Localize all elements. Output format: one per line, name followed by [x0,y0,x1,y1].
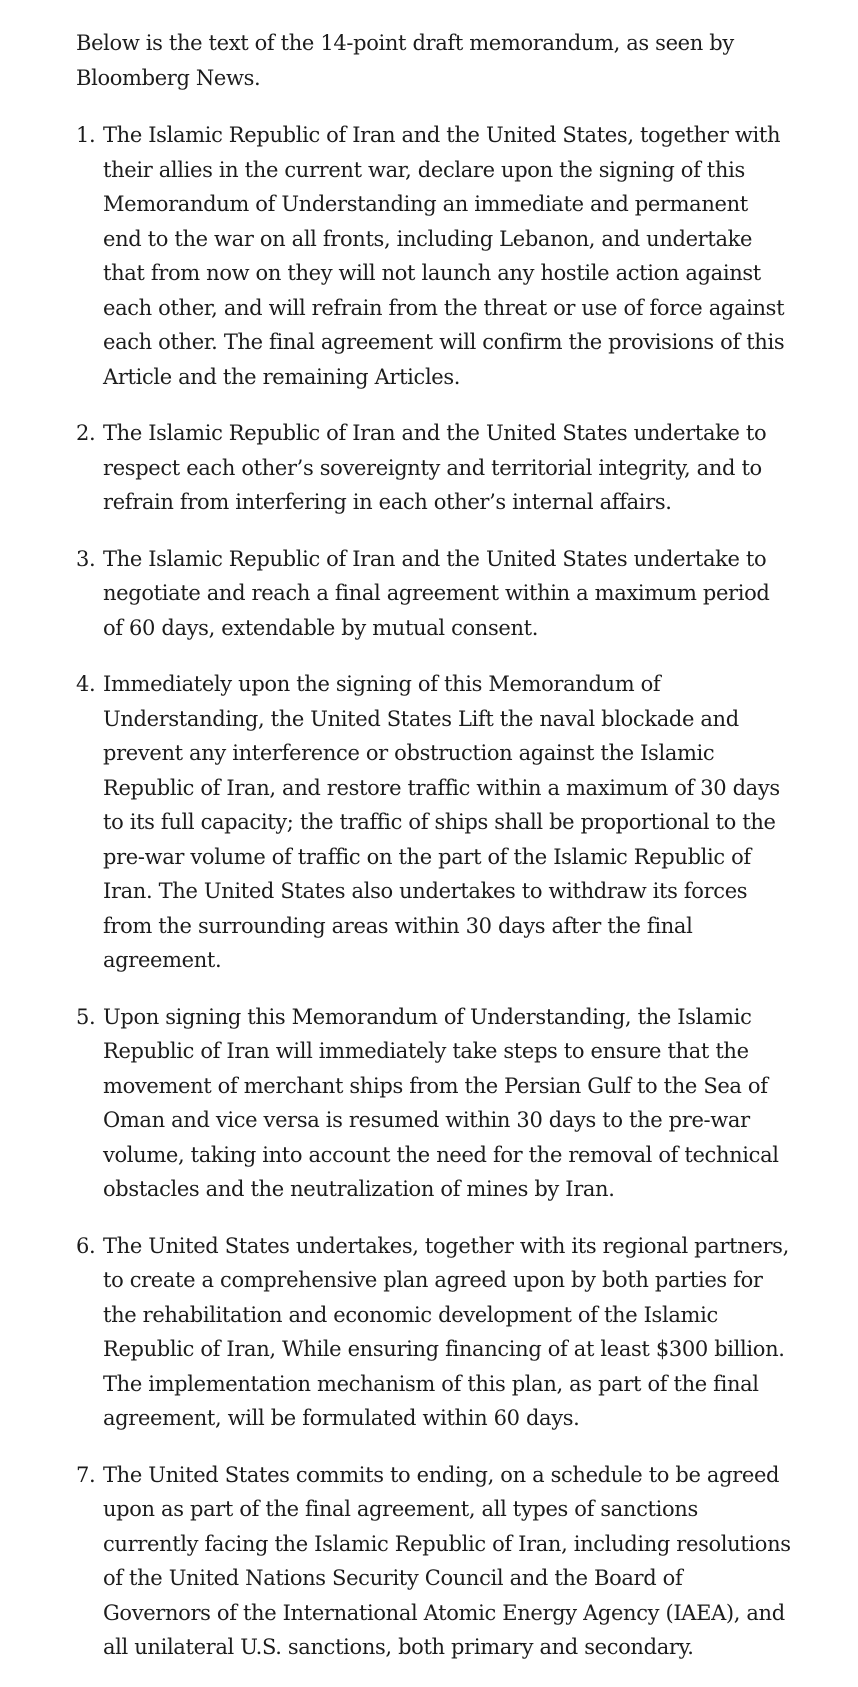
memorandum-point-5 [76,1000,791,1207]
point-number: 1. [76,123,96,147]
point-text: The Islamic Republic of Iran and the United States, together with their allies in the current war, declare upon the signing of this Memorandum of Understanding an immediate and permanent end to the war on all fronts, including Lebanon, and undertake that from now on they will not launch any hostile action against each other, and will refrain from the threat or use of force against each other. The final agreement will confirm the provisions of this Article and the remaining Articles. [103,123,785,389]
point-text: The Islamic Republic of Iran and the United States undertake to respect each other’s sovereignty and territorial integrity, and to refrain from interfering in each other’s internal affairs. [103,421,767,514]
memorandum-points-list [76,118,791,1665]
point-number: 5. [76,1004,96,1029]
point-text: The Islamic Republic of Iran and the United States undertake to negotiate and reach a final agreement within a maximum period of 60 days, extendable by mutual consent. [103,546,770,640]
point-text: The United States undertakes, together with its regional partners, to create a comprehensive plan agreed upon by both parties for the rehabilitation and economic development of the Islamic Republic of Iran, While ensuring financing of at least $300 billion. The implementation mechanism of this plan, as part of the final agreement, will be formulated within 60 days. [103,1233,789,1430]
memorandum-point-2 [76,416,791,520]
point-number: 3. [76,546,96,571]
point-number: 6. [76,1233,96,1258]
memorandum-point-3 [76,542,791,646]
memorandum-point-6 [76,1229,791,1436]
point-text: Immediately upon the signing of this Memorandum of Understanding, the United States Lift the naval blockade and prevent any interference or obstruction against the Islamic Republic of Iran, and restore traffic within a maximum of 30 days to its full capacity; the traffic of ships shall be proportional to the pre-war volume of traffic on the part of the Islamic Republic of Iran. The United States also undertakes to withdraw its forces from the surrounding areas within 30 days after the final agreement. [103,672,780,972]
intro-paragraph: Below is the text of the 14-point draft memorandum, as seen by Bloomberg News. [76,31,734,90]
point-number: 2. [76,421,96,445]
point-text: Upon signing this Memorandum of Understanding, the Islamic Republic of Iran will immediately take steps to ensure that the movement of merchant ships from the Persian Gulf to the Sea of Oman and vice versa is resumed within 30 days to the pre-war volume, taking into account the need for the removal of technical obstacles and the neutralization of mines by Iran. [103,1004,779,1201]
point-text: The United States commits to ending, on a schedule to be agreed upon as part of the final agreement, all types of sanctions currently facing the Islamic Republic of Iran, including resolutions of the United Nations Security Council and the Board of Governors of the International Atomic Energy Agency (IAEA), and all unilateral U.S. sanctions, both primary and secondary. [103,1462,791,1659]
point-number: 4. [76,672,96,696]
article-body [76,26,791,1687]
memorandum-point-4 [76,667,791,978]
memorandum-point-1 [76,118,791,394]
memorandum-point-7 [76,1458,791,1665]
point-number: 7. [76,1462,96,1487]
